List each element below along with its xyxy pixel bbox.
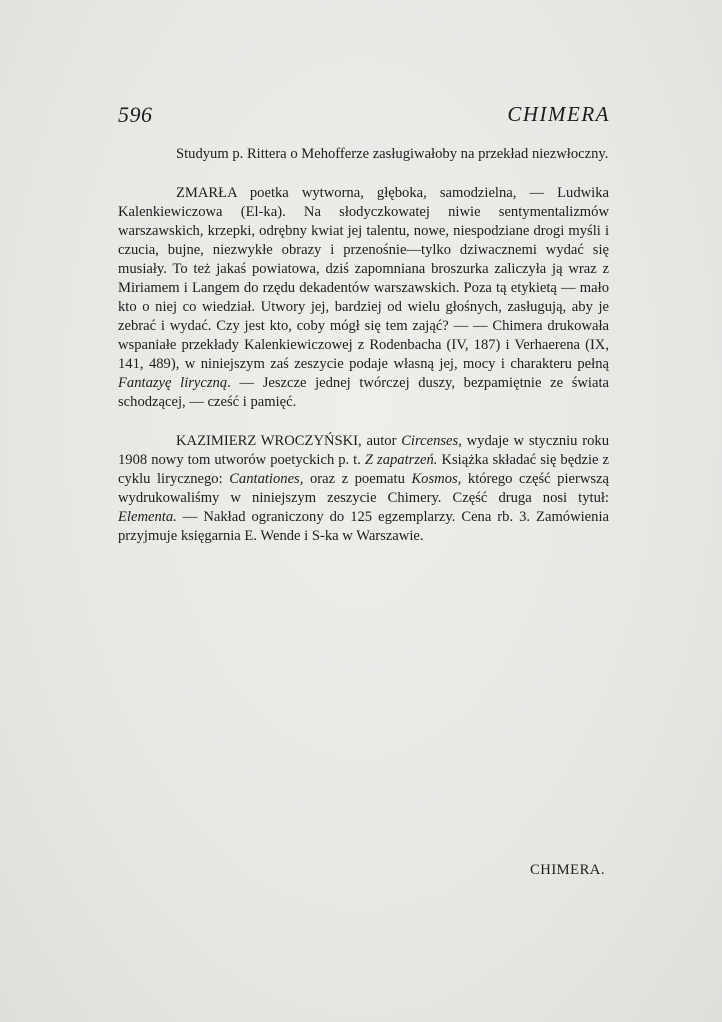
signature: CHIMERA.	[530, 862, 605, 878]
page-header	[118, 102, 610, 132]
paragraph-text: ZMARŁA poetka wytworna, głęboka, samodzielna, — Ludwika Kalenkiewiczowa (El-ka). Na słodyczkowatej niwie sentymentalizmów warszawskich, krzepki, odrębny kwiat jej talentu, nowe, niespodziane drogi myśli i czucia, bujne, niezwykłe obrazy i przenośnie—tylko dziwacznemi wydać się musiały. To też jakaś powiatowa, dziś zapomniana broszurka zaliczyła ją wraz z Miriamem i Langem do rzędu dekadentów warszawskich. Poza tą etykietą — mało kto o niej co wiedział. Utwory jej, bardziej od wielu głośnych, zasługują, aby je zebrać i wydać. Czy jest kto, coby mógł się tem zająć? — — Chimera drukowała wspaniałe przekłady Kalenkiewiczowej z Rodenbacha (IV, 187) i Verhaerena (IX, 141, 489), w niniejszym zaś zeszycie podaje własną jej, mocy i charakteru pełną	[118, 185, 609, 372]
paragraph-text: Studyum p. Rittera o Mehofferze zasługiwałoby na przekład niezwłoczny.	[176, 146, 609, 162]
paragraph-text: KAZIMIERZ WROCZYŃSKI, autor	[176, 433, 397, 449]
paragraph-kalenkiewiczowa	[118, 184, 609, 412]
italic-title: Cantationes,	[229, 471, 304, 487]
paragraph-text: . — Jeszcze jednej twórczej duszy, bezpamiętnie ze świata schodzącej, — cześć i pamięć.	[118, 375, 609, 410]
italic-title: Circenses,	[401, 433, 462, 449]
paragraph-text: oraz z poematu	[309, 471, 405, 487]
italic-title: Z zapatrzeń.	[364, 452, 438, 468]
running-title: CHIMERA	[507, 102, 610, 126]
article-body	[118, 145, 609, 546]
italic-title: Kosmos,	[411, 471, 462, 487]
paragraph-rittera	[118, 145, 609, 164]
paragraph-text: Książka składać się będzie z cyklu lirycznego:	[118, 452, 609, 487]
paragraph-text: — Nakład ograniczony do 125 egzemplarzy. Cena rb. 3. Zamówienia przyjmuje księgarnia E. Wende i S-ka w Warszawie.	[118, 509, 609, 544]
page-number: 596	[118, 102, 153, 127]
italic-title: Elementa.	[118, 509, 177, 525]
paragraph-text: którego część pierwszą wydrukowaliśmy w niniejszym zeszycie Chimery. Część druga nosi tytuł:	[118, 471, 610, 506]
paragraph-text: wydaje w styczniu roku 1908 nowy tom utworów poetyckich p. t.	[118, 433, 609, 468]
italic-title: Fantazyę liryczną	[118, 375, 228, 391]
paragraph-wroczynski	[118, 432, 609, 546]
